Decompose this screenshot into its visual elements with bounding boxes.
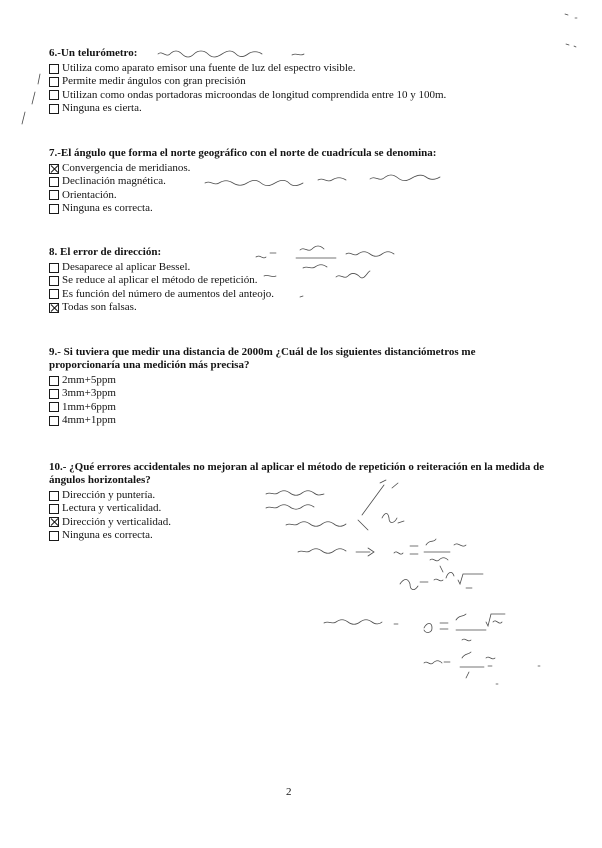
option-label: Ninguna es correcta.	[62, 202, 153, 215]
scribble-mark	[424, 614, 505, 641]
scribble-mark	[394, 539, 466, 561]
option-label: Utilizan como ondas portadoras microondas de longitud comprendida entre 10 y 100m.	[62, 88, 447, 101]
scribble-mark	[324, 620, 398, 625]
scribble-mark	[362, 480, 398, 515]
option-label: Declinación magnética.	[62, 175, 166, 188]
scribble-mark	[205, 175, 440, 186]
option-label: Convergencia de meridianos.	[62, 162, 191, 174]
option-label: Ninguna es cierta.	[62, 102, 142, 115]
scribble-mark	[400, 566, 483, 590]
option-label: Desaparece al aplicar Bessel.	[62, 261, 191, 273]
option-label: 2mm+5ppm	[62, 374, 116, 386]
question-title: 8. El error de dirección:	[49, 246, 162, 258]
scribble-mark	[286, 522, 346, 527]
scribble-mark	[22, 74, 40, 124]
scribble-mark	[266, 505, 314, 510]
scribble-mark	[358, 514, 404, 531]
scribble-mark	[256, 246, 394, 258]
option-label: Utiliza como aparato emisor una fuente de luz del espectro visible.	[62, 62, 356, 74]
question-title: 9.- Si tuviera que medir una distancia de 2000m ¿Cuál de los siguientes distanciómetros me proporcionaría una medición más precisa?	[49, 346, 476, 371]
option-label: Dirección y puntería.	[62, 489, 156, 501]
scribble-mark	[298, 548, 374, 556]
scribble-mark	[424, 652, 540, 684]
option-label: Lectura y verticalidad.	[62, 502, 162, 515]
option-label: 4mm+1ppm	[62, 414, 116, 427]
question-title: 6.-Un telurómetro:	[49, 47, 138, 59]
option-label: 1mm+6ppm	[62, 400, 116, 413]
option-label: Ninguna es correcta.	[62, 529, 153, 542]
question-title: 7.-El ángulo que forma el norte geográfico con el norte de cuadrícula se denomina:	[49, 147, 437, 159]
question-title: 10.- ¿Qué errores accidentales no mejoran al aplicar el método de repetición o reiteración en la medida de ángulos horizontales?	[49, 461, 545, 486]
option-label: Es función del número de aumentos del anteojo.	[62, 287, 274, 300]
option-label: 3mm+3ppm	[62, 387, 116, 400]
scribble-mark	[565, 14, 577, 47]
option-label: Todas son falsas.	[62, 301, 137, 314]
scribble-mark	[264, 275, 303, 297]
option-label: Se reduce al aplicar el método de repetición.	[62, 274, 258, 287]
scribble-mark	[303, 265, 370, 278]
option-label: Orientación.	[62, 188, 117, 201]
scribble-mark	[266, 491, 324, 496]
option-label: Permite medir ángulos con gran precisión	[62, 75, 246, 88]
page-number: 2	[286, 786, 292, 798]
option-label: Dirección y verticalidad.	[62, 515, 172, 528]
scribble-mark	[158, 51, 304, 57]
